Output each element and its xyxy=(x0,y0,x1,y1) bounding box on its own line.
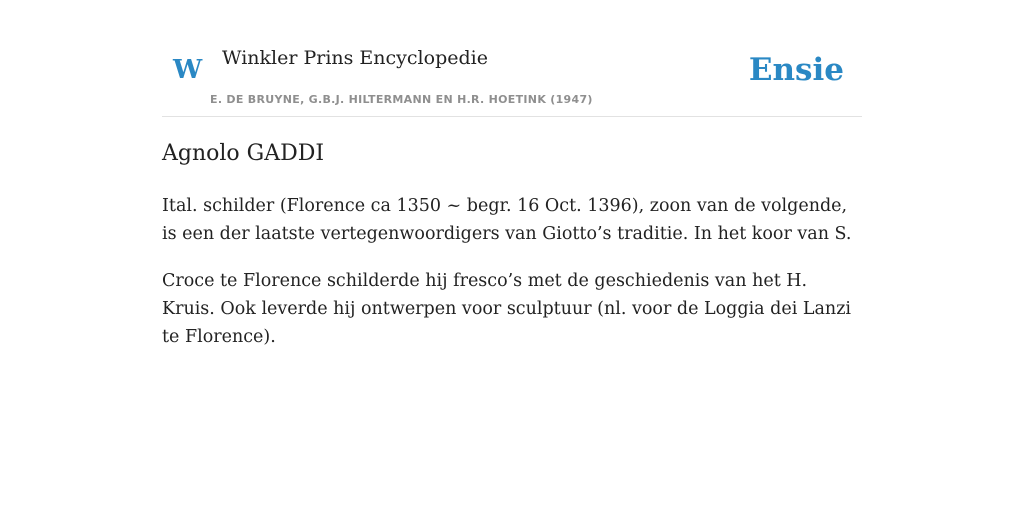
article-body xyxy=(162,192,862,351)
winkler-prins-logo-icon[interactable]: W xyxy=(173,55,203,85)
ensie-brand-link[interactable]: Ensie xyxy=(748,52,844,88)
site-header xyxy=(162,40,862,117)
article-title: Agnolo GADDI xyxy=(162,141,325,166)
article-paragraph: Croce te Florence schilderde hij fresco’s met de geschiedenis van het H. Kruis. Ook leverde hij ontwerpen voor sculptuur (nl. voor de Loggia dei Lanzi te Florence). xyxy=(162,271,852,347)
article-paragraph: Ital. schilder (Florence ca 1350 ~ begr. 16 Oct. 1396), zoon van de volgende, is een der laatste vertegenwoordigers van Giotto’s traditie. In het koor van S. xyxy=(162,196,852,244)
site-authors: E. DE BRUYNE, G.B.J. HILTERMANN EN H.R. HOETINK (1947) xyxy=(210,93,593,106)
article xyxy=(162,139,862,351)
site-title-link[interactable]: Winkler Prins Encyclopedie xyxy=(222,47,488,69)
